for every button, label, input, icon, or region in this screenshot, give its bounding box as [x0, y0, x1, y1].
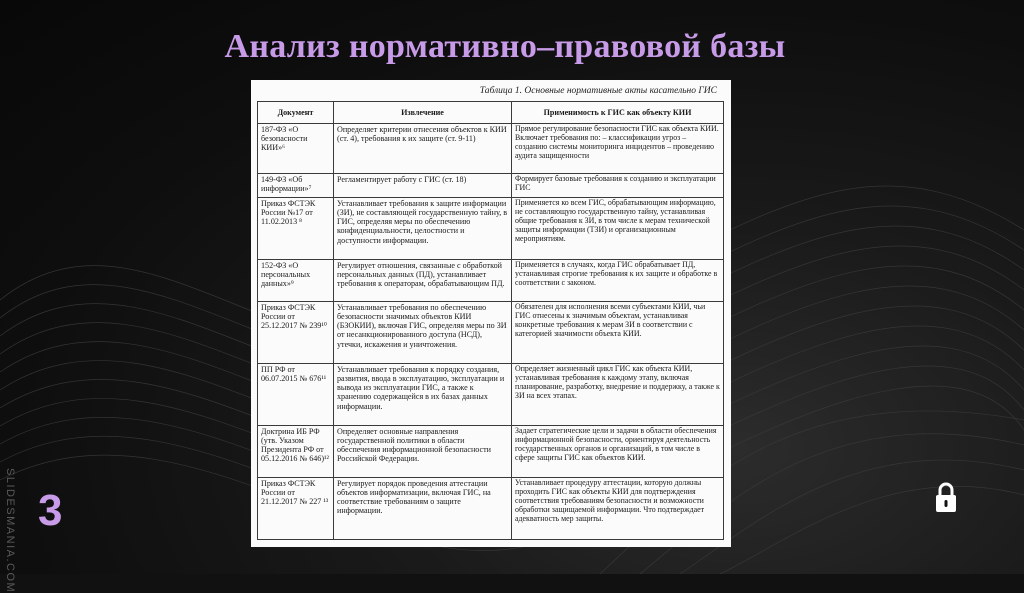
cell-document: Приказ ФСТЭК России от 25.12.2017 № 239¹⁰ [258, 302, 334, 364]
table-header-row [258, 102, 724, 124]
watermark-text: SLIDESMANIA.COM [4, 468, 16, 593]
cell-document: ПП РФ от 06.07.2015 № 676¹¹ [258, 364, 334, 426]
table-row [258, 364, 724, 426]
table-row [258, 478, 724, 540]
cell-document: 149-ФЗ «Об информации»⁷ [258, 174, 334, 198]
table-row [258, 124, 724, 174]
cell-applicability: Определяет жизненный цикл ГИС как объекта КИИ, устанавливая требования к каждому этапу, включая планирование, разработку, внедрение и поддержку, а также к ЗИ на всех этапах. [512, 364, 724, 426]
cell-extract: Устанавливает требования по обеспечению безопасности значимых объектов КИИ (БЗОКИИ), включая ГИС, определяя меры по ЗИ от несанкционированного доступа (НСД), утечки, искажения и уничтожения. [334, 302, 512, 364]
cell-document: 187-ФЗ «О безопасности КИИ»⁶ [258, 124, 334, 174]
table-row [258, 174, 724, 198]
cell-applicability: Применяется в случаях, когда ГИС обрабатывает ПД, устанавливая строгие требования к их защите и обработке в соответствии с законом. [512, 260, 724, 302]
slide-title: Анализ нормативно–правовой базы [224, 28, 786, 65]
cell-extract: Определяет критерии отнесения объектов к КИИ (ст. 4), требования к их защите (ст. 9-11) [334, 124, 512, 174]
cell-extract: Регулирует отношения, связанные с обработкой персональных данных (ПД), устанавливает требования к операторам, обрабатывающим ПД. [334, 260, 512, 302]
header-document: Документ [258, 102, 334, 124]
cell-applicability: Прямое регулирование безопасности ГИС как объекта КИИ. Включает требования по: – классификации угроз – созданию системы мониторинга инцидентов – проведению аудита защищенности [512, 124, 724, 174]
cell-document: Доктрина ИБ РФ (утв. Указом Президента РФ от 05.12.2016 № 646)¹² [258, 426, 334, 478]
slide-number: 3 [38, 486, 63, 535]
cell-applicability: Обязателен для исполнения всеми субъектами КИИ, чьи ГИС отнесены к значимым объектам, устанавливая конкретные требования к мерам ЗИ в соответствии с категорией значимости объекта КИИ. [512, 302, 724, 364]
cell-document: Приказ ФСТЭК России №17 от 11.02.2013 ⁸ [258, 198, 334, 260]
document-image [251, 80, 731, 547]
table-row [258, 302, 724, 364]
cell-extract: Регулирует порядок проведения аттестации объектов информатизации, включая ГИС, на соответствие требованиям о защите информации. [334, 478, 512, 540]
cell-extract: Регламентирует работу с ГИС (ст. 18) [334, 174, 512, 198]
cell-applicability: Формирует базовые требования к созданию и эксплуатации ГИС [512, 174, 724, 198]
cell-applicability: Применяется ко всем ГИС, обрабатывающим информацию, не составляющую государственную тайну, устанавливая общие требования к ЗИ, в том числе к мерам технической защиты информации (ТЗИ) и организационным мероприятиям. [512, 198, 724, 260]
table-caption: Таблица 1. Основные нормативные акты касательно ГИС [479, 86, 717, 96]
header-applicability: Применимость к ГИС как объекту КИИ [512, 102, 724, 124]
table-row [258, 426, 724, 478]
header-extract: Извлечение [334, 102, 512, 124]
table-row [258, 198, 724, 260]
cell-document: 152-ФЗ «О персональных данных»⁹ [258, 260, 334, 302]
cell-document: Приказ ФСТЭК России от 21.12.2017 № 227 ¹³ [258, 478, 334, 540]
cell-applicability: Устанавливает процедуру аттестации, которую должны проходить ГИС как объекты КИИ для подтверждения соответствия требованиям безопасности и возможности обработки защищаемой информации. Что подтверждает адекватность мер защиты. [512, 478, 724, 540]
cell-extract: Устанавливает требования к защите информации (ЗИ), не составляющей государственную тайну, в ГИС, определяя меры по обеспечению конфиденциальности, целостности и доступности информации. [334, 198, 512, 260]
cell-extract: Устанавливает требования к порядку создания, развития, ввода в эксплуатацию, эксплуатации и вывода из эксплуатации ГИС, а также к хранению содержащейся в их базах данных информации. [334, 364, 512, 426]
cell-extract: Определяет основные направления государственной политики в области обеспечения информационной безопасности Российской Федерации. [334, 426, 512, 478]
cell-applicability: Задает стратегические цели и задачи в области обеспечения информационной безопасности, ориентируя деятельность государственных органов и организаций, в том числе в сфере защиты ГИС как объектов КИИ. [512, 426, 724, 478]
table-row [258, 260, 724, 302]
regulations-table [257, 101, 724, 540]
lock-icon[interactable] [935, 481, 957, 513]
